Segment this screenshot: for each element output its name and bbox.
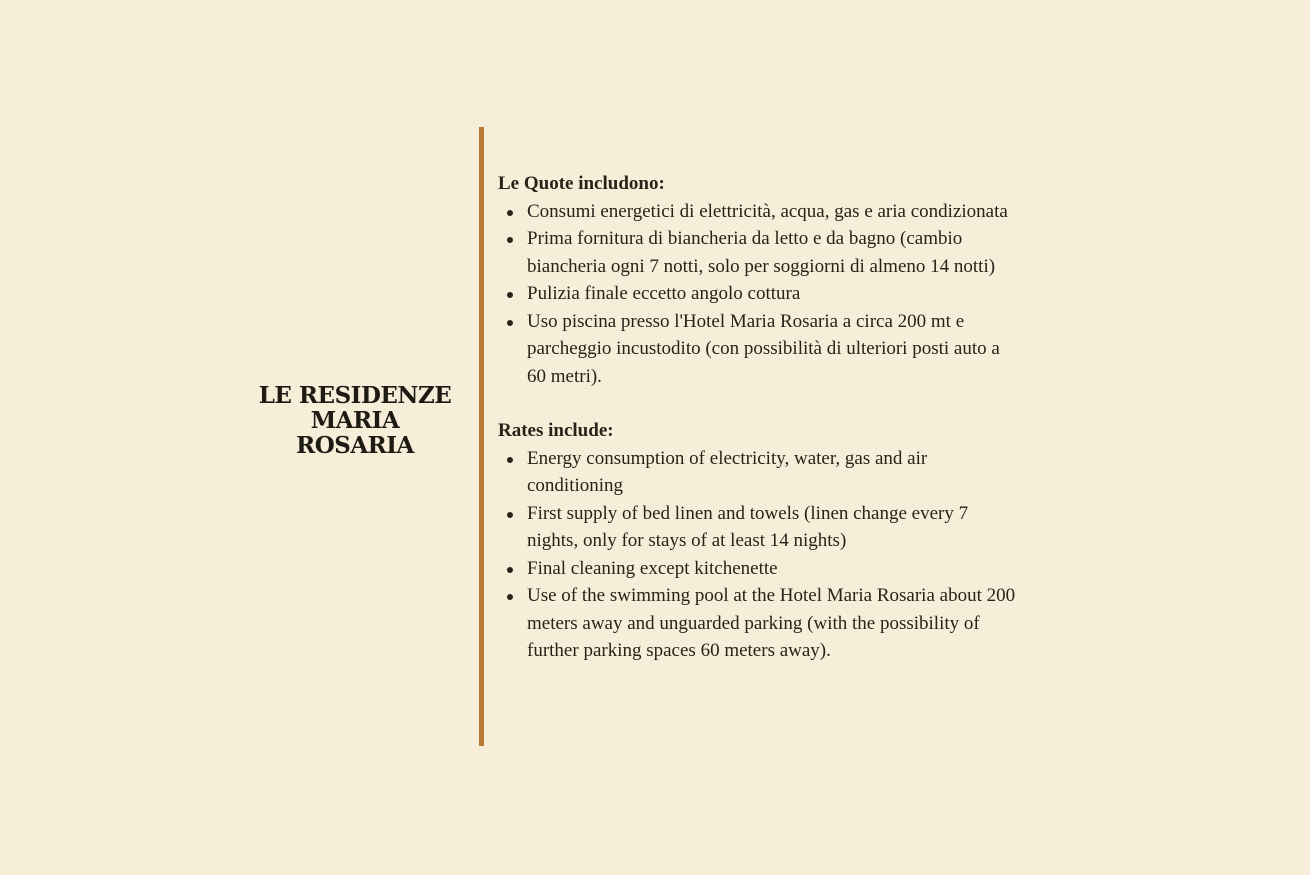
bullet-icon [507, 594, 513, 600]
list-item [498, 198, 1017, 226]
list-item-text: Uso piscina presso l'Hotel Maria Rosaria a circa 200 mt e parcheggio incustodito (con possibilità di ulteriori posti auto a 60 metri). [527, 310, 1000, 387]
bullet-list-italian [498, 198, 1038, 391]
list-item-text: Consumi energetici di elettricità, acqua, gas e aria condizionata [527, 200, 1008, 222]
bullet-icon [507, 512, 513, 518]
title-line-2: MARIA [310, 407, 400, 434]
bullet-icon [507, 210, 513, 216]
list-item-text: First supply of bed linen and towels (linen change every 7 nights, only for stays of at least 14 nights) [527, 502, 969, 551]
list-item [498, 445, 1017, 500]
rates-content [498, 170, 1038, 665]
section-heading-english: Rates include: [498, 420, 614, 441]
list-item [498, 500, 1017, 555]
list-item [498, 308, 1017, 391]
list-item [498, 280, 1017, 308]
list-item [498, 582, 1017, 665]
bullet-icon [507, 320, 513, 326]
title-line-1: LE RESIDENZE [258, 382, 452, 409]
bullet-icon [507, 567, 513, 573]
property-title [240, 383, 470, 458]
section-english [498, 417, 1038, 665]
list-item-text: Prima fornitura di biancheria da letto e da bagno (cambio biancheria ogni 7 notti, solo per soggiorni di almeno 14 notti) [527, 228, 996, 277]
bullet-icon [507, 457, 513, 463]
list-item-text: Final cleaning except kitchenette [527, 557, 778, 579]
list-item [498, 225, 1017, 280]
section-italian [498, 170, 1038, 390]
bullet-icon [507, 292, 513, 298]
list-item-text: Energy consumption of electricity, water, gas and air conditioning [527, 447, 928, 496]
list-item-text: Pulizia finale eccetto angolo cottura [527, 283, 801, 304]
bullet-icon [507, 237, 513, 243]
vertical-divider [479, 127, 484, 746]
list-item [498, 555, 1017, 583]
bullet-list-english [498, 445, 1038, 665]
list-item-text: Use of the swimming pool at the Hotel Maria Rosaria about 200 meters away and unguarded parking (with the possibility of further parking spaces 60 meters away). [527, 585, 1016, 661]
title-line-3: ROSARIA [296, 432, 414, 459]
section-heading-italian: Le Quote includono: [498, 173, 665, 194]
